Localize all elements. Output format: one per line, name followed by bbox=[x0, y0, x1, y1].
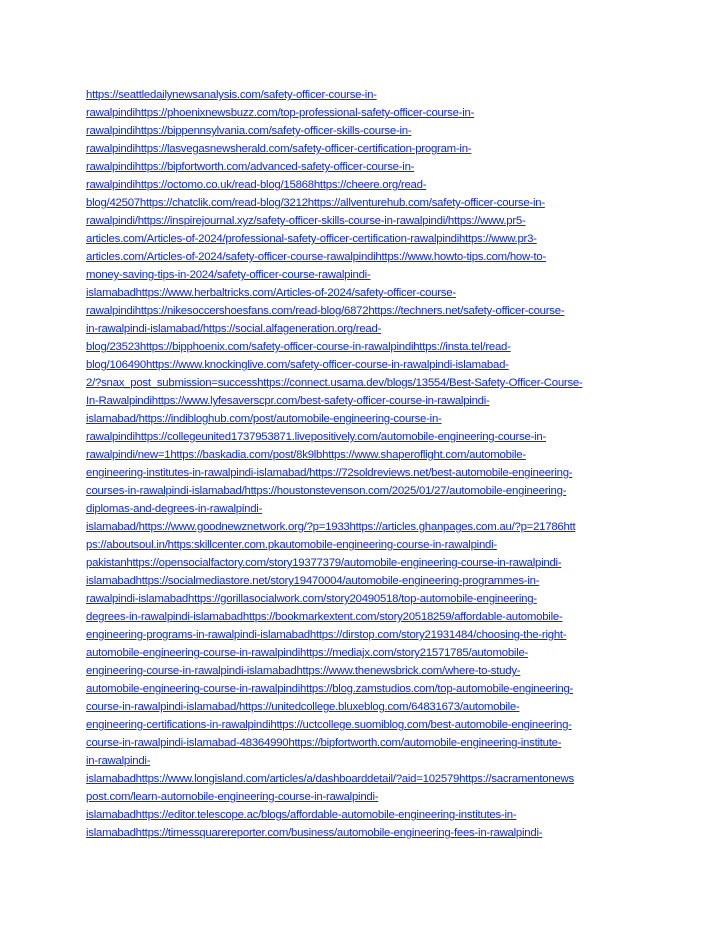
link-line[interactable]: rawalpindihttps://lasvegasnewsherald.com/safety-officer-certification-program-in- bbox=[86, 143, 472, 155]
link-line[interactable]: islamabad/https://indibloghub.com/post/automobile-engineering-course-in- bbox=[86, 413, 442, 425]
link-line[interactable]: automobile-engineering-course-in-rawalpindihttps://blog.zamstudios.com/top-automobile-engineering- bbox=[86, 683, 574, 695]
link-line[interactable]: engineering-programs-in-rawalpindi-islamabadhttps://dirstop.com/story21931484/choosing-the-right- bbox=[86, 629, 567, 641]
link-line[interactable]: islamabad/https://www.goodnewznetwork.org/?p=1933https://articles.ghanpages.com.au/?p=21786htt bbox=[86, 521, 576, 533]
link-line[interactable]: courses-in-rawalpindi-islamabad/https://houstonstevenson.com/2025/01/27/automobile-engineering- bbox=[86, 485, 567, 497]
link-line[interactable]: money-saving-tips-in-2024/safety-officer-course-rawalpindi- bbox=[86, 269, 371, 281]
link-line[interactable]: diplomas-and-degrees-in-rawalpindi- bbox=[86, 503, 263, 515]
link-line[interactable]: engineering-course-in-rawalpindi-islamabadhttps://www.thenewsbrick.com/where-to-study- bbox=[86, 665, 521, 677]
link-line[interactable]: islamabadhttps://timessquarereporter.com/business/automobile-engineering-fees-in-rawalpindi- bbox=[86, 827, 543, 839]
link-paragraph bbox=[86, 86, 646, 842]
link-line[interactable]: blog/42507https://chatclik.com/read-blog/3212https://allventurehub.com/safety-officer-course-in- bbox=[86, 197, 545, 209]
link-line[interactable]: pakistanhttps://opensocialfactory.com/story19377379/automobile-engineering-course-in-rawalpindi- bbox=[86, 557, 562, 569]
link-line[interactable]: rawalpindi-islamabadhttps://gorillasocialwork.com/story20490518/top-automobile-engineering- bbox=[86, 593, 537, 605]
link-line[interactable]: In-Rawalpindihttps://www.lyfesaverscpr.com/best-safety-officer-course-in-rawalpindi- bbox=[86, 395, 490, 407]
link-line[interactable]: rawalpindihttps://bipfortworth.com/advanced-safety-officer-course-in- bbox=[86, 161, 415, 173]
link-line[interactable]: 2/?snax_post_submission=successhttps://connect.usama.dev/blogs/13554/Best-Safety-Officer-Course- bbox=[86, 377, 583, 389]
link-line[interactable]: articles.com/Articles-of-2024/safety-officer-course-rawalpindihttps://www.howto-tips.com/how-to- bbox=[86, 251, 547, 263]
link-line[interactable]: islamabadhttps://www.longisland.com/articles/a/dashboarddetail/?aid=102579https://sacramentonews bbox=[86, 773, 574, 785]
link-line[interactable]: islamabadhttps://editor.telescope.ac/blogs/affordable-automobile-engineering-institutes-in- bbox=[86, 809, 517, 821]
link-line[interactable]: in-rawalpindi- bbox=[86, 755, 151, 767]
link-line[interactable]: engineering-institutes-in-rawalpindi-islamabad/https://72soldreviews.net/best-automobile-engineering- bbox=[86, 467, 573, 479]
link-line[interactable]: blog/23523https://bipphoenix.com/safety-officer-course-in-rawalpindihttps://insta.tel/read- bbox=[86, 341, 511, 353]
link-line[interactable]: rawalpindi/https://inspirejournal.xyz/safety-officer-skills-course-in-rawalpindi/https://www.pr5- bbox=[86, 215, 526, 227]
link-line[interactable]: post.com/learn-automobile-engineering-course-in-rawalpindi- bbox=[86, 791, 379, 803]
link-line[interactable]: islamabadhttps://www.herbaltricks.com/Articles-of-2024/safety-officer-course- bbox=[86, 287, 456, 299]
link-line[interactable]: course-in-rawalpindi-islamabad-48364990https://bipfortworth.com/automobile-engineering-institute- bbox=[86, 737, 562, 749]
link-line[interactable]: articles.com/Articles-of-2024/professional-safety-officer-certification-rawalpindihttps://www.pr3- bbox=[86, 233, 537, 245]
link-line[interactable]: automobile-engineering-course-in-rawalpindihttps://mediajx.com/story21571785/automobile- bbox=[86, 647, 529, 659]
link-line[interactable]: https://seattledailynewsanalysis.com/safety-officer-course-in- bbox=[86, 89, 377, 101]
link-line[interactable]: islamabadhttps://socialmediastore.net/story19470004/automobile-engineering-programmes-in- bbox=[86, 575, 540, 587]
link-line[interactable]: rawalpindihttps://nikesoccershoesfans.com/read-blog/6872https://techners.net/safety-officer-course- bbox=[86, 305, 565, 317]
link-line[interactable]: rawalpindihttps://octomo.co.uk/read-blog/15868https://cheere.org/read- bbox=[86, 179, 427, 191]
link-line[interactable]: engineering-certifications-in-rawalpindihttps://uctcollege.suomiblog.com/best-automobile-engineering- bbox=[86, 719, 572, 731]
link-line[interactable]: degrees-in-rawalpindi-islamabadhttps://bookmarkextent.com/story20518259/affordable-automobile- bbox=[86, 611, 563, 623]
link-line[interactable]: ps://aboutsoul.in/https:skillcenter.com.pkautomobile-engineering-course-in-rawalpindi- bbox=[86, 539, 497, 551]
link-line[interactable]: course-in-rawalpindi-islamabad/https://unitedcollege.bluxeblog.com/64831673/automobile- bbox=[86, 701, 520, 713]
link-line[interactable]: in-rawalpindi-islamabad/https://social.alfageneration.org/read- bbox=[86, 323, 382, 335]
link-line[interactable]: rawalpindihttps://collegeunited1737953871.livepositively.com/automobile-engineering-course-in- bbox=[86, 431, 547, 443]
link-line[interactable]: rawalpindi/new=1https://baskadia.com/post/8k9lbhttps://www.shaperoflight.com/automobile- bbox=[86, 449, 526, 461]
link-line[interactable]: rawalpindihttps://phoenixnewsbuzz.com/top-professional-safety-officer-course-in- bbox=[86, 107, 475, 119]
link-line[interactable]: blog/106490https://www.knockinglive.com/safety-officer-course-in-rawalpindi-islamabad- bbox=[86, 359, 509, 371]
link-line[interactable]: rawalpindihttps://bippennsylvania.com/safety-officer-skills-course-in- bbox=[86, 125, 412, 137]
